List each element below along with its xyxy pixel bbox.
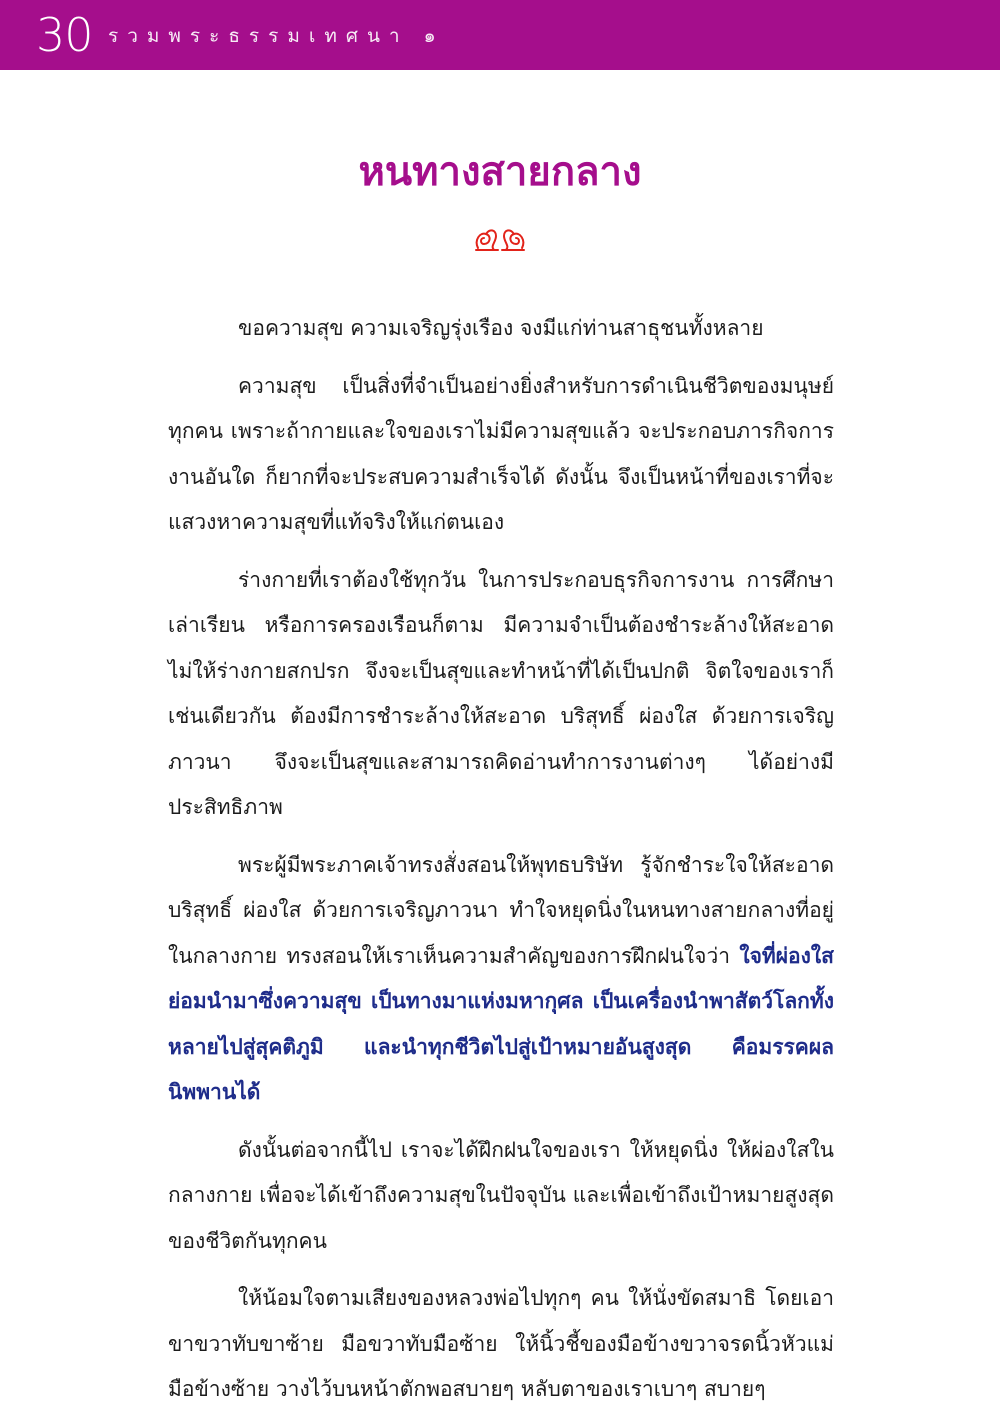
paragraph-body-and-mind: ร่างกายที่เราต้องใช้ทุกวัน ในการประกอบธุรกิจการงาน การศึกษาเล่าเรียน หรือการครองเรือนก็ตาม มีความจำเป็นต้องชำระล้างให้สะอาด ไม่ให้ร่างกายสกปรก จึงจะเป็นสุขและทำหน้าที่ได้เป็นปกติ จิตใจของเราก็เช่นเดียวกัน ต้องมีการชำระล้างให้สะอาด บริสุทธิ์ ผ่องใส ด้วยการเจริญภาวนา จึงจะเป็นสุขและสามารถคิดอ่านทำการงานต่างๆ ได้อย่างมีประสิทธิภาพ [168,567,834,819]
paragraph-buddha-teaching-lead: พระผู้มีพระภาคเจ้าทรงสั่งสอนให้พุทธบริษัท รู้จักชำระใจให้สะอาด บริสุทธิ์ ผ่องใส ด้วยการเจริญภาวนา ทำใจหยุดนิ่งในหนทางสายกลางที่อยู่ในกลางกาย ทรงสอนให้เราเห็นความสำคัญของการฝึกฝนใจว่า [168,852,834,968]
paragraph-instructions: ให้น้อมใจตามเสียงของหลวงพ่อไปทุกๆ คน ให้นั่งขัดสมาธิ โดยเอาขาขวาทับขาซ้าย มือขวาทับมือซ้าย ให้นิ้วชี้ของมือข้างขวาจรดนิ้วหัวแม่มือข้างซ้าย วางไว้บนหน้าตักพอสบายๆ หลับตาของเราเบาๆ สบายๆ [168,1286,834,1401]
emphasis-quote: ใจที่ผ่องใสย่อมนำมาซึ่งความสุข เป็นทางมาแห่งมหากุศล เป็นเครื่องนำพาสัตว์โลกทั้งหลายไปสู่สุคติภูมิ และนำทุกชีวิตไปสู่เป้าหมายอันสูงสุด คือมรรคผลนิพพานได้ [168,943,834,1104]
page-title: หนทางสายกลาง [358,149,642,195]
paragraph-buddha-teaching [168,843,834,1116]
paragraph-greeting: ขอความสุข ความเจริญรุ่งเรือง จงมีแก่ท่านสาธุชนทั้งหลาย [238,316,764,340]
page-number: 30 [36,8,93,62]
body-text [168,306,834,1415]
running-head: รวมพระธรรมเทศนา ๑ [108,25,445,47]
paragraph-happiness: ความสุข เป็นสิ่งที่จำเป็นอย่างยิ่งสำหรับการดำเนินชีวิตของมนุษย์ทุกคน เพราะถ้ากายและใจของเราไม่มีความสุขแล้ว จะประกอบภารกิจการงานอันใด ก็ยากที่จะประสบความสำเร็จได้ ดังนั้น จึงเป็นหน้าที่ของเราที่จะแสวงหาความสุขที่แท้จริงให้แก่ตนเอง [168,373,834,534]
paragraph-practice: ดังนั้นต่อจากนี้ไป เราจะได้ฝึกฝนใจของเรา ให้หยุดนิ่ง ให้ผ่องใสในกลางกาย เพื่อจะได้เข้าถึงความสุขในปัจจุบัน และเพื่อเข้าถึงเป้าหมายสูงสุดของชีวิตกันทุกคน [168,1137,834,1253]
floral-divider-icon [470,222,530,256]
header-band [0,0,1000,70]
